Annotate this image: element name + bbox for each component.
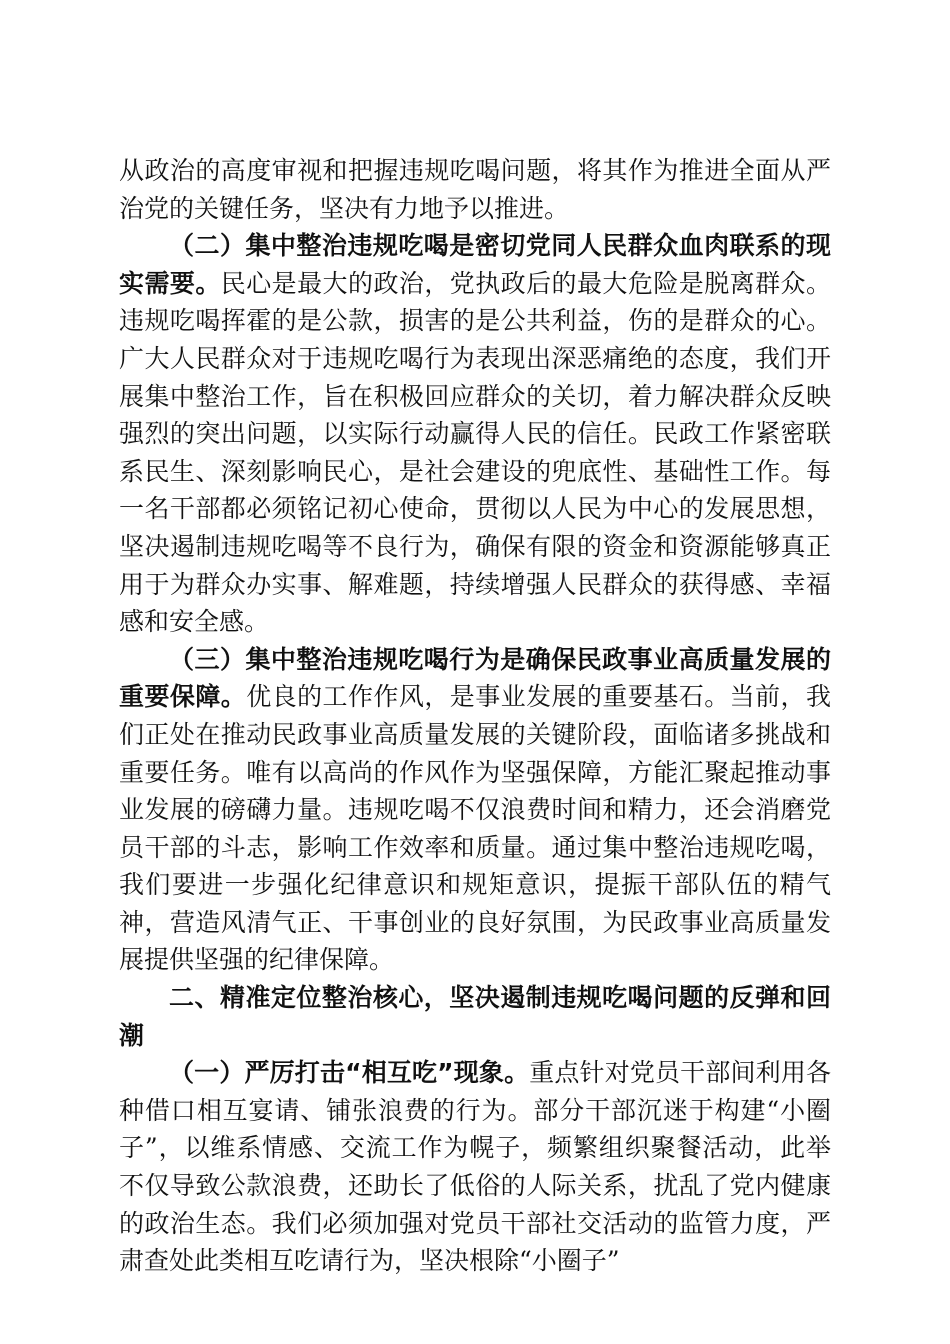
- paragraph-text: 优良的工作作风，是事业发展的重要基石。当前，我们正处在推动民政事业高质量发展的关键阶段，面临诸多挑战和重要任务。唯有以高尚的作风作为坚强保障，方能汇聚起推动事业发展的磅礴力量。违规吃喝不仅浪费时间和精力，还会消磨党员干部的斗志，影响工作效率和质量。通过集中整治违规吃喝，我们要进一步强化纪律意识和规矩意识，提振干部队伍的精气神，营造风清气正、干事创业的良好氛围，为民政事业高质量发展提供坚强的纪律保障。: [119, 682, 831, 975]
- paragraph-text: 重点针对党员干部间利用各种借口相互宴请、铺张浪费的行为。部分干部沉迷于构建“小圈子”，以维系情感、交流工作为幌子，频繁组织聚餐活动，此举不仅导致公款浪费，还助长了低俗的人际关系，扰乱了党内健康的政治生态。我们必须加强对党员干部社交活动的监管力度，严肃查处此类相互吃请行为，坚决根除“小圈子”: [119, 1058, 831, 1276]
- paragraph-item-section2-1: [119, 1054, 831, 1280]
- paragraph-text: 从政治的高度审视和把握违规吃喝问题，将其作为推进全面从严治党的关键任务，坚决有力地予以推进。: [119, 156, 831, 223]
- paragraph-lead: （二）集中整治违规吃喝是密切党同人民群众血肉联系的现实需要。: [119, 231, 831, 298]
- paragraph-continuation: [119, 152, 831, 227]
- paragraph-item-3: [119, 641, 831, 979]
- section-heading: 二、精准定位整治核心，坚决遏制违规吃喝问题的反弹和回潮: [119, 983, 831, 1050]
- paragraph-text: 民心是最大的政治，党执政后的最大危险是脱离群众。违规吃喝挥霍的是公款，损害的是公共利益，伤的是群众的心。广大人民群众对于违规吃喝行为表现出深恶痛绝的态度，我们开展集中整治工作，旨在积极回应群众的关切，着力解决群众反映强烈的突出问题，以实际行动赢得人民的信任。民政工作紧密联系民生、深刻影响民心，是社会建设的兜底性、基础性工作。每一名干部都必须铭记初心使命，贯彻以人民为中心的发展思想，坚决遏制违规吃喝等不良行为，确保有限的资金和资源能够真正用于为群众办实事、解难题，持续增强人民群众的获得感、幸福感和安全感。: [119, 268, 831, 637]
- paragraph-item-2: [119, 227, 831, 641]
- paragraph-lead: （一）严厉打击“相互吃”现象。: [169, 1058, 530, 1088]
- paragraph-lead: （三）集中整治违规吃喝行为是确保民政事业高质量发展的重要保障。: [119, 644, 831, 712]
- document-body: [119, 152, 831, 1280]
